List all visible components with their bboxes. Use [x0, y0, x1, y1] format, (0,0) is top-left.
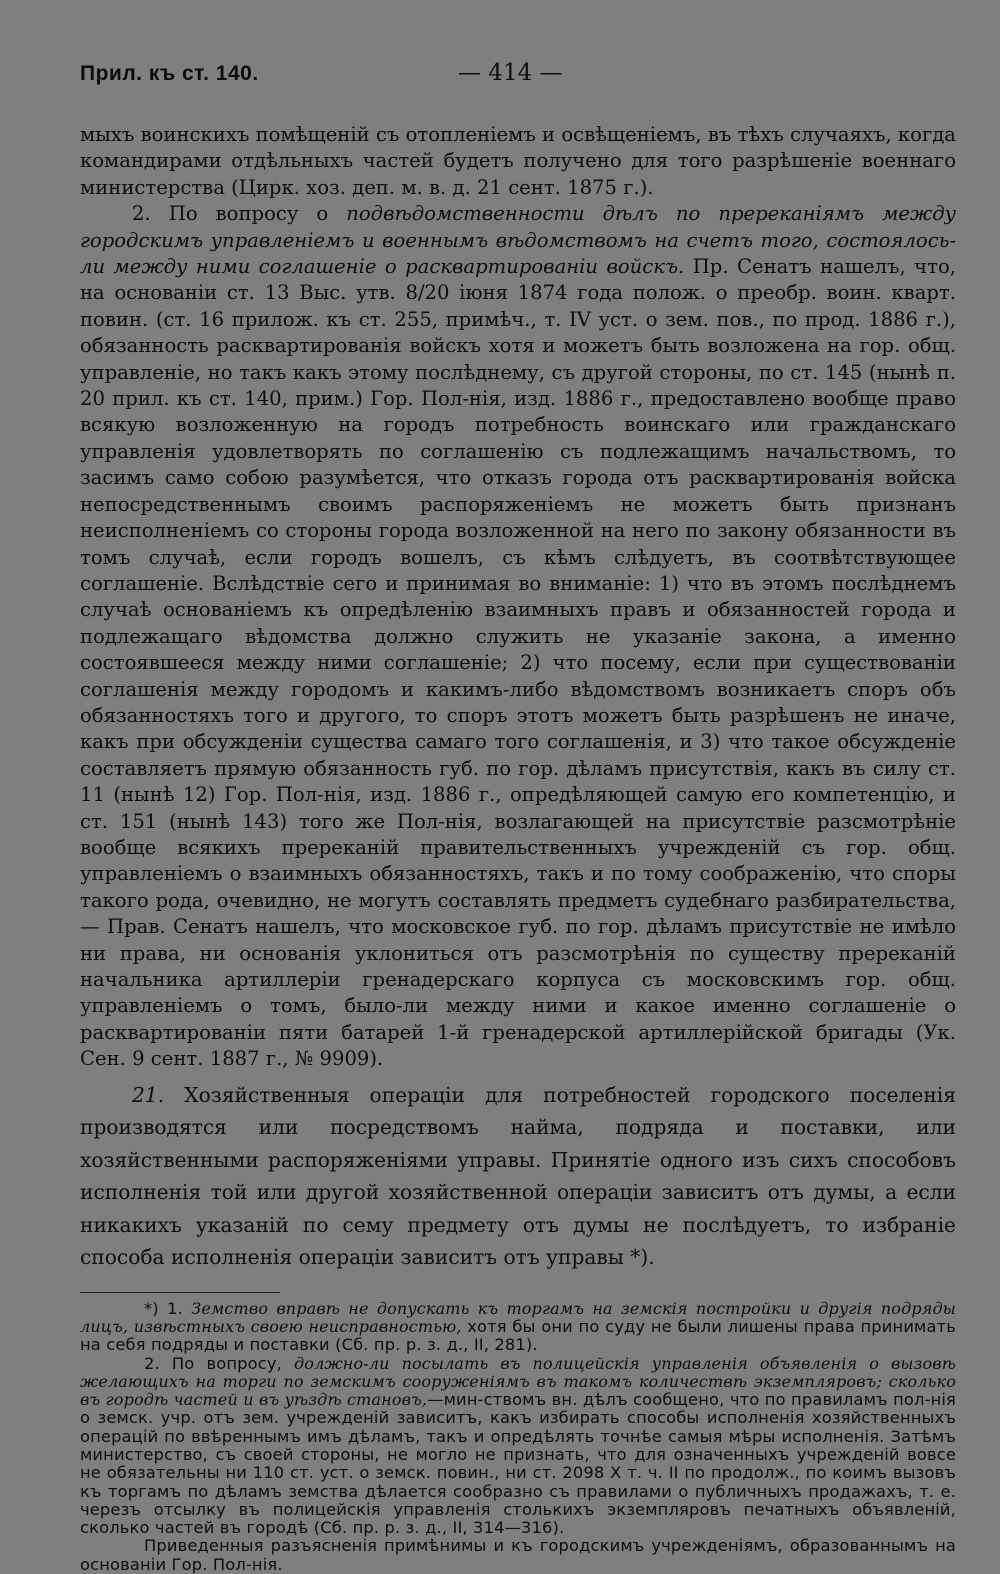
- footnote-1-lead: *) 1.: [144, 1298, 192, 1318]
- page-header: [80, 58, 956, 94]
- paragraph-2: [80, 201, 956, 1072]
- footnote-2-lead: 2. По вопросу,: [144, 1353, 295, 1373]
- footnote-1-topic: Земство вправѣ не допускать къ торгамъ на земскія постройки и другія подряды лицъ, извѣстныхъ своею неисправностью,: [80, 1298, 956, 1336]
- footnote-2-text: —мин-ствомъ вн. дѣлъ сообщено, что по правиламъ пол-нія о земск. учр. отъ зем. учрежденій зависитъ, какъ избирать способы исполненія хозяйственныхъ операцій по ввѣреннымъ имъ дѣламъ, такъ и опредѣлять точнѣе самыя мѣры исполненія. Затѣмъ министерство, съ своей стороны, не могло не признать, что для означенныхъ учрежденій вовсе не обязательны ни 110 ст. уст. о земск. повин., ни ст. 2098 X т. ч. II по продолж., по коимъ вызовъ къ торгамъ по дѣламъ земства дѣлается сообразно съ правилами о публичныхъ продажахъ, т. е. черезъ отсылку въ полицейскія управленія столькихъ экземпляровъ печатныхъ объявленій, сколько частей въ городѣ (Сб. пр. р. з. д., II, 314—316).: [80, 1390, 957, 1538]
- footnote-2: [80, 1355, 956, 1538]
- paragraph-2-topic: подвѣдомственности дѣлъ по пререканіямъ между городскимъ управленіемъ и военнымъ вѣдомствомъ на счетъ того, состоялось-ли между ними соглашеніе о расквартированіи войскъ.: [80, 202, 956, 279]
- paragraph-2-lead: 2. По вопросу о: [132, 202, 347, 226]
- footnote-2-topic: должно-ли посылать въ полицейскія управленія объявленія о вызовѣ желающихъ на торги по земскимъ сооруженіямъ въ такомъ количествѣ экземпляровъ; сколько въ городѣ частей и въ уѣздѣ становъ,: [80, 1353, 956, 1410]
- continuation-paragraph: [80, 122, 956, 201]
- footnote-3-text: Приведенныя разъясненія примѣнимы и къ городскимъ учрежденіямъ, образованнымъ на основаніи Гор. Пол-нія.: [80, 1536, 956, 1574]
- continuation-text: мыхъ воинскихъ помѣщеній съ отопленіемъ и освѣщеніемъ, въ тѣхъ случаяхъ, когда командирами отдѣльныхъ частей будетъ получено для того разрѣшеніе военнаго министерства (Цирк. хоз. деп. м. в. д. 21 сент. 1875 г.).: [80, 123, 956, 199]
- section-21-text: Хозяйственныя операціи для потребностей городского поселенія производятся или посредствомъ найма, подряда и поставки, или хозяйственными распоряженіями управы. Принятіе одного изъ сихъ способовъ исполненія той или другой хозяйственной операціи зависитъ отъ думы, а если никакихъ указаній по сему предмету отъ думы не послѣдуетъ, то избраніе способа исполненія операціи зависитъ отъ управы *).: [80, 1082, 956, 1270]
- paragraph-2-text: Пр. Сенатъ нашелъ, что, на основаніи ст. 13 Выс. утв. 8/20 іюня 1874 года полож. о преобр. воин. кварт. повин. (ст. 16 прилож. къ ст. 255, примѣч., т. IV уст. о зем. пов., по прод. 1886 г.), обязанность расквартированія войскъ хотя и можетъ быть возложена на гор. общ. управленіе, но такъ какъ этому послѣднему, съ другой стороны, по ст. 145 (нынѣ п. 20 прил. къ ст. 140, прим.) Гор. Пол-нія, изд. 1886 г., предоставлено вообще право всякую возложенную на городъ потребность воинскаго или гражданскаго управленія удовлетворять по соглашенію съ подлежащимъ начальствомъ, то засимъ само собою разумѣется, что отказъ города отъ расквартированія войска непосредственнымъ своимъ распоряженіемъ не можетъ быть признанъ неисполненіемъ со стороны города возложенной на него по закону обязанности въ томъ случаѣ, если городъ вошелъ, съ кѣмъ слѣдуетъ, въ соотвѣтствующее соглашеніе. Вслѣдствіе сего и принимая во вниманіе: 1) что въ этомъ послѣднемъ случаѣ основаніемъ къ опредѣленію взаимныхъ правъ и обязанностей города и подлежащаго вѣдомства должно служить не указаніе закона, а именно состоявшееся между ними соглашеніе; 2) что посему, если при существованіи соглашенія между городомъ и какимъ-либо вѣдомствомъ возникаетъ споръ объ обязанностяхъ того и другого, то споръ этотъ можетъ быть разрѣшенъ не иначе, какъ при обсужденіи существа самаго того соглашенія, и 3) что такое обсужденіе составляетъ прямую обязанность губ. по гор. дѣламъ присутствія, какъ въ силу ст. 11 (нынѣ 12) Гор. Пол-нія, изд. 1886 г., опредѣляющей самую его компетенцію, и ст. 151 (нынѣ 143) того же Пол-нія, возлагающей на присутствіе разсмотрѣніе вообще всякихъ пререканій правительственныхъ учрежденій съ гор. общ. управленіемъ о взаимныхъ обязанностяхъ, такъ и по тому соображенію, что споры такого рода, очевидно, не могутъ составлять предметъ судебнаго разбирательства,— Прав. Сенатъ нашелъ, что московское губ. по гор. дѣламъ присутствіе не имѣло ни права, ни основанія уклониться отъ разсмотрѣнія по существу пререканій начальника артиллеріи гренадерскаго корпуса съ московскимъ гор. общ. управленіемъ о томъ, было-ли между ними и какое именно соглашеніе о расквартированіи пяти батарей 1-й гренадерской артиллерійской бригады (Ук. Сен. 9 сент. 1887 г., № 9909).: [80, 255, 957, 1071]
- page-number: — 414 —: [458, 60, 563, 86]
- footnote-3: [80, 1537, 956, 1574]
- footnote-1: [80, 1300, 956, 1355]
- footnotes: [80, 1300, 956, 1574]
- footnote-separator: [80, 1292, 280, 1293]
- footnote-1-text: хотя бы они по суду не были лишены права принимать на себя подряды и поставки (Сб. пр. р. з. д., II, 281).: [80, 1316, 956, 1355]
- main-text: [80, 122, 956, 1274]
- section-21-number: 21.: [132, 1082, 165, 1107]
- document-page: [80, 58, 956, 1574]
- running-head-reference: Прил. къ ст. 140.: [80, 62, 259, 85]
- section-21: [80, 1079, 956, 1274]
